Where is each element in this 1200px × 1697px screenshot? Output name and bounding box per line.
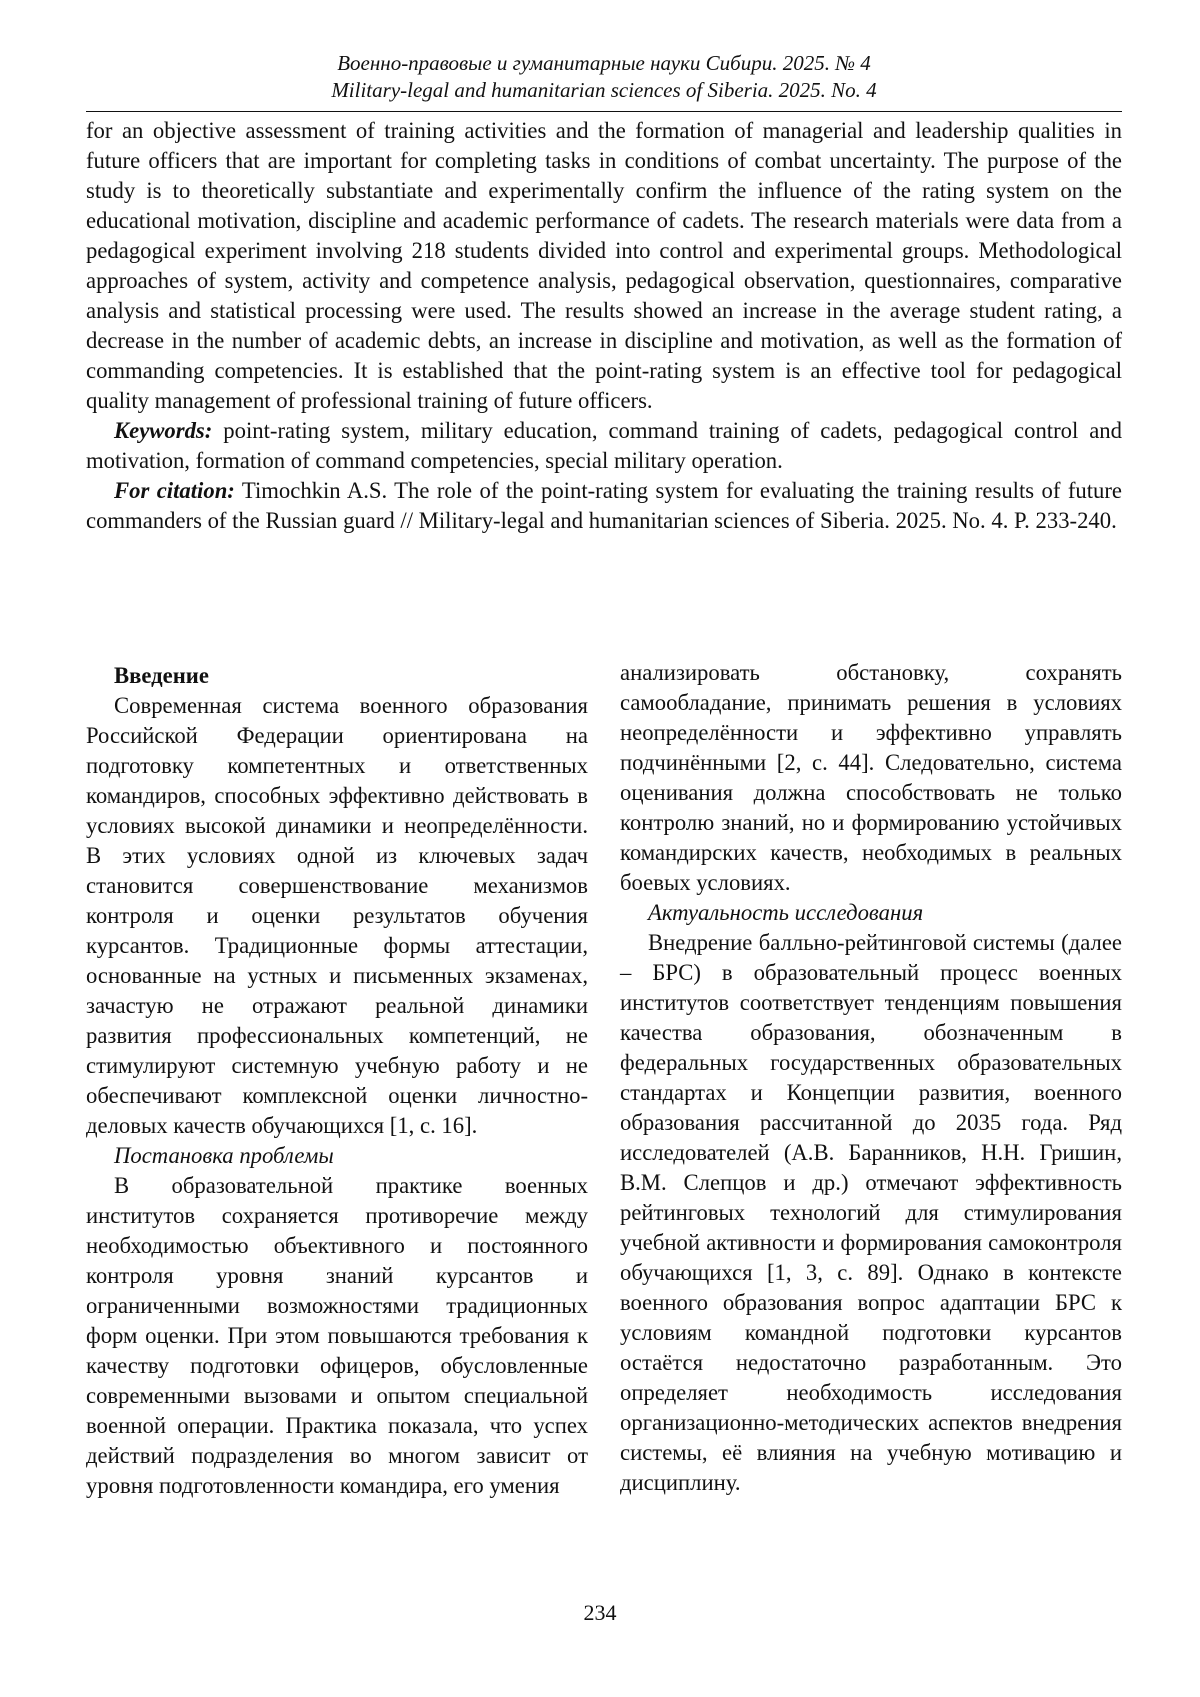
keywords-text: point-rating system, military education, command training of cadets, pedagogical control and motivation, formation of command competencies, special military operation.: [86, 418, 1122, 473]
left-column: [86, 661, 588, 1501]
section-heading-introduction: Введение: [114, 663, 209, 688]
abstract-block: [86, 116, 1122, 536]
journal-header: [86, 50, 1122, 104]
citation-label: For citation:: [114, 478, 235, 503]
citation-text: Timochkin A.S. The role of the point-rating system for evaluating the training results of future commanders of the Russian guard // Military-legal and humanitarian sciences of Siberia. 2025. No. 4. P. 233-240.: [86, 478, 1122, 533]
subheading-relevance: Актуальность исследования: [648, 900, 924, 925]
header-divider: [86, 111, 1122, 112]
page-number: 234: [583, 1600, 617, 1625]
abstract-text: for an objective assessment of training activities and the formation of managerial and leadership qualities in future officers that are important for completing tasks in conditions of combat uncertainty. The purpose of the study is to theoretically substantiate and experimentally confirm the influence of the rating system on the educational motivation, discipline and academic performance of cadets. The research materials were data from a pedagogical experiment involving 218 students divided into control and experimental groups. Methodological approaches of system, activity and competence analysis, pedagogical observation, questionnaires, comparative analysis and statistical processing were used. The results showed an increase in the average student rating, a decrease in the number of academic debts, an increase in discipline and motivation, as well as the formation of commanding competencies. It is established that the point-rating system is an effective tool for pedagogical quality management of professional training of future officers.: [86, 118, 1122, 413]
journal-title-ru: Военно-правовые и гуманитарные науки Сибири. 2025. № 4: [337, 51, 871, 75]
introduction-paragraph: Современная система военного образования Российской Федерации ориентирована на подготовку компетентных и ответственных командиров, способных эффективно действовать в условиях высокой динамики и неопределённости. В этих условиях одной из ключевых задач становится совершенствование механизмов контроля и оценки результатов обучения курсантов. Традиционные формы аттестации, основанные на устных и письменных экзаменах, зачастую не отражают реальной динамики развития профессиональных компетенций, не стимулируют системную учебную работу и не обеспечивают комплексной оценки личностно-деловых качеств обучающихся [1, с. 16].: [86, 693, 588, 1138]
journal-title-en: Military-legal and humanitarian sciences of Siberia. 2025. No. 4: [331, 78, 877, 102]
continued-paragraph: анализировать обстановку, сохранять самообладание, принимать решения в условиях неопределённости и эффективно управлять подчинёнными [2, с. 44]. Следовательно, система оценивания должна способствовать не только контролю знаний, но и формированию устойчивых командирских качеств, необходимых в реальных боевых условиях.: [620, 660, 1122, 895]
keywords-label: Keywords:: [114, 418, 213, 443]
problem-paragraph: В образовательной практике военных институтов сохраняется противоречие между необходимостью объективного и постоянного контроля уровня знаний курсантов и ограниченными возможностями традиционных форм оценки. При этом повышаются требования к качеству подготовки офицеров, обусловленные современными вызовами и опытом специальной военной операции. Практика показала, что успех действий подразделения во многом зависит от уровня подготовленности командира, его умения: [86, 1173, 588, 1498]
keywords: [86, 416, 1122, 476]
citation: [86, 476, 1122, 536]
subheading-problem: Постановка проблемы: [114, 1143, 334, 1168]
right-column: [620, 658, 1122, 1498]
relevance-paragraph: Внедрение балльно-рейтинговой системы (далее – БРС) в образовательный процесс военных институтов соответствует тенденциям повышения качества образования, обозначенным в федеральных государственных образовательных стандартах и Концепции развития, военного образования рассчитанной до 2035 года. Ряд исследователей (А.В. Баранников, Н.Н. Гришин, В.М. Слепцов и др.) отмечают эффективность рейтинговых технологий для стимулирования учебной активности и формирования самоконтроля обучающихся [1, 3, с. 89]. Однако в контексте военного образования вопрос адаптации БРС к условиям командной подготовки курсантов остаётся недостаточно разработанным. Это определяет необходимость исследования организационно-методических аспектов внедрения системы, её влияния на учебную мотивацию и дисциплину.: [620, 930, 1122, 1495]
